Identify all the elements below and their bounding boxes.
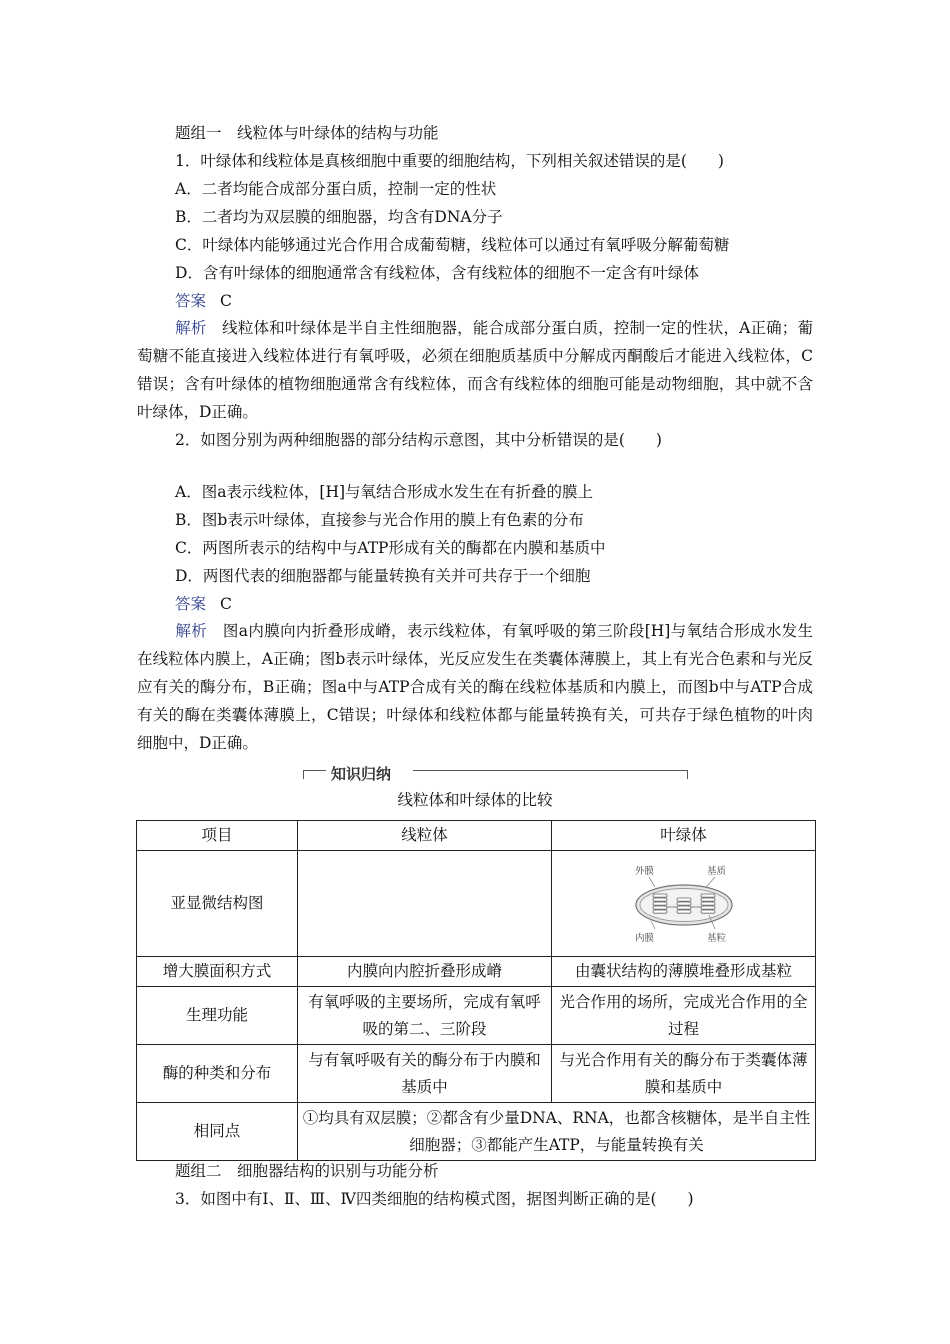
table-caption: 线粒体和叶绿体的比较 (397, 791, 553, 809)
table-row (137, 1045, 816, 1103)
row-item: 酶的种类和分布 (137, 1045, 298, 1103)
row-mito: 与有氧呼吸有关的酶分布于内膜和基质中 (298, 1045, 552, 1103)
q1-option-c: C．叶绿体内能够通过光合作用合成葡萄糖，线粒体可以通过有氧呼吸分解葡萄糖 (175, 236, 730, 254)
row-chloro: 与光合作用有关的酶分布于类囊体薄膜和基质中 (552, 1045, 816, 1103)
q1-answer-label: 答案 (175, 292, 207, 310)
q1-answer (175, 291, 232, 311)
table-header-row (137, 821, 816, 851)
q1-option-d: D．含有叶绿体的细胞通常含有线粒体，含有线粒体的细胞不一定含有叶绿体 (175, 264, 699, 282)
row-mito: 有氧呼吸的主要场所，完成有氧呼吸的第二、三阶段 (298, 987, 552, 1045)
q1-answer-value: C (220, 292, 232, 310)
header-item: 项目 (137, 821, 298, 851)
q2-analysis-text: 图a内膜向内折叠形成嵴，表示线粒体，有氧呼吸的第三阶段[H]与氧结合形成水发生在线粒体内膜上，A正确；图b表示叶绿体，光反应发生在类囊体薄膜上，其上有光合色素和与光反应有关的酶分布，B正确；图a中与ATP合成有关的酶在线粒体基质和内膜上，而图b中与ATP合成有关的酶在类囊体薄膜上，C错误；叶绿体和线粒体都与能量转换有关，可共存于绿色植物的叶肉细胞中，D正确。 (137, 622, 813, 752)
grana-left (653, 894, 667, 913)
chloroplast-diagram (629, 863, 739, 945)
row-chloro: 光合作用的场所，完成光合作用的全过程 (552, 987, 816, 1045)
diagram-label-stroma: 基质 (706, 865, 726, 877)
row-chloro: 由囊状结构的薄膜堆叠形成基粒 (552, 957, 816, 987)
q2-option-a: A．图a表示线粒体，[H]与氧结合形成水发生在有折叠的膜上 (175, 483, 594, 501)
grana-middle (677, 898, 691, 913)
table-row (137, 1103, 816, 1161)
banner-right-bracket (413, 770, 688, 779)
grana-right (701, 894, 715, 913)
row-item: 增大膜面积方式 (137, 957, 298, 987)
q2-stem: 2．如图分别为两种细胞器的部分结构示意图，其中分析错误的是( ) (175, 431, 662, 449)
q1-analysis-text: 线粒体和叶绿体是半自主性细胞器，能合成部分蛋白质，控制一定的性状，A正确；葡萄糖不能直接进入线粒体进行有氧呼吸，必须在细胞质基质中分解成丙酮酸后才能进入线粒体，C错误；含有叶绿体的植物细胞通常含有线粒体，而含有线粒体的细胞可能是动物细胞，其中就不含叶绿体，D正确。 (137, 319, 813, 421)
q1-stem: 1．叶绿体和线粒体是真核细胞中重要的细胞结构，下列相关叙述错误的是( ) (175, 152, 724, 170)
q2-analysis (137, 617, 813, 757)
group2-title: 题组二 细胞器结构的识别与功能分析 (175, 1162, 439, 1180)
knowledge-banner (303, 763, 688, 785)
row-mito: 内膜向内腔折叠形成嵴 (298, 957, 552, 987)
q1-option-a: A．二者均能合成部分蛋白质，控制一定的性状 (175, 180, 497, 198)
q2-answer (175, 594, 232, 614)
mito-structure-cell (298, 851, 552, 957)
q2-option-b: B．图b表示叶绿体，直接参与光合作用的膜上有色素的分布 (175, 511, 584, 529)
header-chloro: 叶绿体 (552, 821, 816, 851)
diagram-label-grana: 基粒 (706, 932, 726, 944)
comparison-table (136, 820, 816, 1161)
q1-analysis (137, 314, 813, 426)
q2-option-c: C．两图所表示的结构中与ATP形成有关的酶都在内膜和基质中 (175, 539, 606, 557)
q2-answer-label: 答案 (175, 595, 207, 613)
q1-analysis-label: 解析 (175, 319, 207, 337)
chloroplast-diagram-cell (552, 851, 816, 957)
table-row (137, 987, 816, 1045)
table-row (137, 851, 816, 957)
q2-option-d: D．两图代表的细胞器都与能量转换有关并可共存于一个细胞 (175, 567, 591, 585)
q2-analysis-label: 解析 (175, 622, 208, 640)
diagram-label-outer: 外膜 (634, 865, 654, 877)
row-common: ①均具有双层膜；②都含有少量DNA、RNA，也都含核糖体，是半自主性细胞器；③都能产生ATP，与能量转换有关 (298, 1103, 816, 1161)
knowledge-label: 知识归纳 (331, 765, 392, 783)
banner-left-bracket (303, 770, 326, 779)
row-item: 亚显微结构图 (137, 851, 298, 957)
diagram-label-inner: 内膜 (634, 932, 654, 944)
q2-answer-value: C (220, 595, 232, 613)
group1-title: 题组一 线粒体与叶绿体的结构与功能 (175, 124, 439, 142)
q3-stem: 3．如图中有Ⅰ、Ⅱ、Ⅲ、Ⅳ四类细胞的结构模式图，据图判断正确的是( ) (175, 1190, 694, 1208)
row-item: 生理功能 (137, 987, 298, 1045)
q1-option-b: B．二者均为双层膜的细胞器，均含有DNA分子 (175, 208, 503, 226)
row-item: 相同点 (137, 1103, 298, 1161)
table-row (137, 957, 816, 987)
header-mito: 线粒体 (298, 821, 552, 851)
